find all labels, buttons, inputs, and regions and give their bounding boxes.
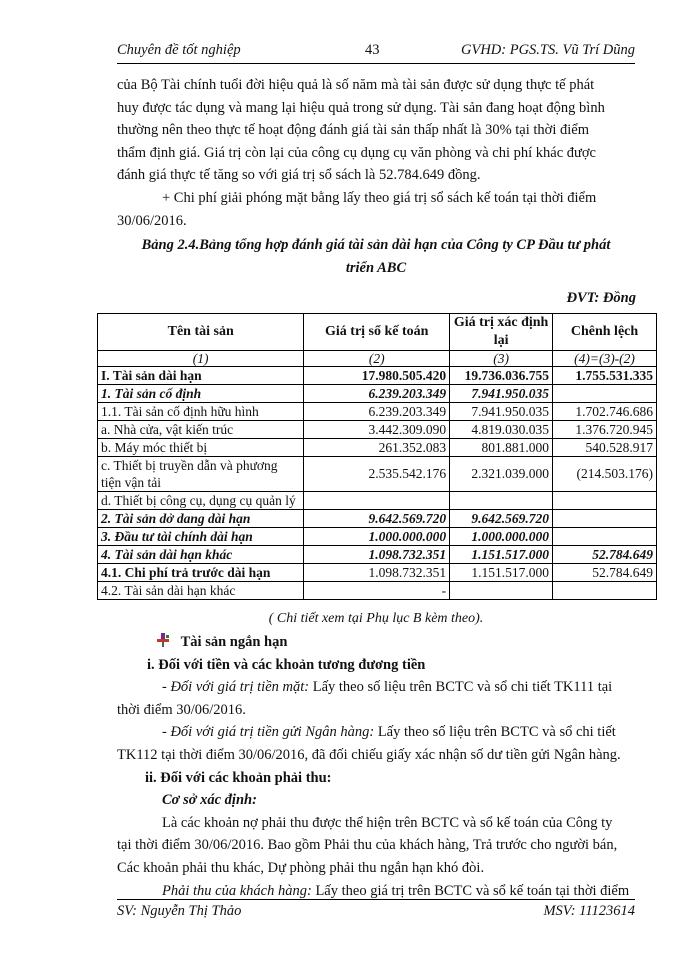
difference-cell: 1.755.531.335 bbox=[553, 367, 657, 385]
difference-cell: 52.784.649 bbox=[553, 564, 657, 582]
difference-cell: 540.528.917 bbox=[553, 439, 657, 457]
table-note: ( Chi tiết xem tại Phụ lục B kèm theo). bbox=[268, 611, 484, 626]
text-line: + Chi phí giải phóng mặt bằng lấy theo giá trị sổ sách kế toán tại thời điểm bbox=[162, 189, 597, 206]
page-number: 43 bbox=[365, 42, 380, 58]
column-header: Chênh lệch bbox=[553, 314, 657, 351]
book-value-cell: 2.535.542.176 bbox=[304, 457, 450, 492]
table-row bbox=[98, 457, 657, 492]
book-value-cell: 1.098.732.351 bbox=[304, 564, 450, 582]
basis-line: Các khoản phải thu khác, Dự phòng phải thu ngắn hạn khó đòi. bbox=[117, 859, 485, 876]
basis-line: Là các khoản nợ phải thu được thể hiện trên BCTC và sổ kế toán của Công ty bbox=[162, 814, 613, 831]
section-heading bbox=[117, 630, 635, 654]
book-value-cell: 6.239.203.349 bbox=[304, 403, 450, 421]
basis-label: Cơ sở xác định: bbox=[162, 792, 257, 809]
table-header-row bbox=[98, 314, 657, 351]
table-row bbox=[98, 510, 657, 528]
book-value-cell bbox=[304, 492, 450, 510]
asset-name-cell: 2. Tài sản dở dang dài hạn bbox=[98, 510, 304, 528]
column-header: Tên tài sản bbox=[98, 314, 304, 351]
text-line: 30/06/2016. bbox=[117, 212, 187, 229]
intro-paragraph bbox=[117, 74, 635, 232]
table-row bbox=[98, 582, 657, 600]
difference-cell bbox=[553, 528, 657, 546]
header-title: Chuyên đề tốt nghiệp bbox=[117, 42, 241, 58]
text-line: thường nên theo thực tế hoạt động đánh giá tài sản thấp nhất là 30% tại thời điểm bbox=[117, 122, 589, 139]
header-advisor: GVHD: PGS.TS. Vũ Trí Dũng bbox=[460, 42, 635, 58]
difference-cell: 52.784.649 bbox=[553, 546, 657, 564]
subsection-cash: i. Đối với tiền và các khoản tương đương tiền bbox=[147, 656, 426, 673]
pushpin-icon bbox=[155, 632, 171, 646]
short-term-assets-section bbox=[117, 630, 635, 902]
revalued-value-cell: 7.941.950.035 bbox=[450, 385, 553, 403]
revalued-value-cell: 9.642.569.720 bbox=[450, 510, 553, 528]
page-header bbox=[117, 42, 635, 64]
cash-paragraph bbox=[117, 676, 635, 699]
revalued-value-cell: 1.000.000.000 bbox=[450, 528, 553, 546]
basis-line: tại thời điểm 30/06/2016. Bao gồm Phải thu của khách hàng, Trả trước cho người bán, bbox=[117, 837, 618, 854]
table-row bbox=[98, 492, 657, 510]
page-footer bbox=[117, 899, 635, 921]
table-row bbox=[98, 546, 657, 564]
column-index: (2) bbox=[304, 351, 450, 367]
subsection-receivables: ii. Đối với các khoản phải thu: bbox=[145, 769, 332, 786]
table-row bbox=[98, 439, 657, 457]
table-row bbox=[98, 564, 657, 582]
asset-name-cell: 1.1. Tài sản cố định hữu hình bbox=[98, 403, 304, 421]
table-subheader-row bbox=[98, 351, 657, 367]
asset-name-cell: 4. Tài sản dài hạn khác bbox=[98, 546, 304, 564]
book-value-cell: 1.098.732.351 bbox=[304, 546, 450, 564]
revalued-value-cell bbox=[450, 582, 553, 600]
text-line: huy được tác dụng và mang lại hiệu quả trong sử dụng. Tài sản đang hoạt động bình bbox=[117, 99, 605, 116]
difference-cell bbox=[553, 385, 657, 403]
column-header: Giá trị sổ kế toán bbox=[304, 314, 450, 351]
cash-text-cont: thời điểm 30/06/2016. bbox=[117, 701, 246, 718]
table-row bbox=[98, 367, 657, 385]
cash-text: Lấy theo số liệu trên BCTC và sổ chi tiết TK111 tại bbox=[309, 679, 613, 696]
receivable-text: Lấy theo giá trị trên BCTC và sổ kế toán tại thời điểm bbox=[311, 882, 630, 899]
revalued-value-cell: 7.941.950.035 bbox=[450, 403, 553, 421]
table-row bbox=[98, 421, 657, 439]
table-body bbox=[98, 367, 657, 600]
book-value-cell: 9.642.569.720 bbox=[304, 510, 450, 528]
revalued-value-cell: 2.321.039.000 bbox=[450, 457, 553, 492]
difference-cell: 1.702.746.686 bbox=[553, 403, 657, 421]
book-value-cell: 3.442.309.090 bbox=[304, 421, 450, 439]
difference-cell bbox=[553, 582, 657, 600]
student-name: SV: Nguyễn Thị Thảo bbox=[117, 903, 242, 919]
bank-label: - Đối với giá trị tiền gửi Ngân hàng: bbox=[162, 724, 375, 741]
book-value-cell: 261.352.083 bbox=[304, 439, 450, 457]
revalued-value-cell: 1.151.517.000 bbox=[450, 564, 553, 582]
column-index: (4)=(3)-(2) bbox=[553, 351, 657, 367]
column-index: (3) bbox=[450, 351, 553, 367]
asset-name-cell: I. Tài sản dài hạn bbox=[98, 367, 304, 385]
difference-cell: 1.376.720.945 bbox=[553, 421, 657, 439]
difference-cell: (214.503.176) bbox=[553, 457, 657, 492]
bank-text-cont: TK112 tại thời điểm 30/06/2016, đã đối chiếu giấy xác nhận số dư tiền gửi Ngân hàng. bbox=[117, 746, 621, 763]
revalued-value-cell: 801.881.000 bbox=[450, 439, 553, 457]
asset-name-cell: 4.2. Tài sản dài hạn khác bbox=[98, 582, 304, 600]
asset-name-cell: d. Thiết bị công cụ, dụng cụ quản lý bbox=[98, 492, 304, 510]
revalued-value-cell: 19.736.036.755 bbox=[450, 367, 553, 385]
cash-label: - Đối với giá trị tiền mặt: bbox=[162, 679, 310, 696]
column-index: (1) bbox=[98, 351, 304, 367]
asset-name-cell: c. Thiết bị truyền dẫn và phương tiện vận tải bbox=[98, 457, 304, 492]
text-line: của Bộ Tài chính tuổi đời hiệu quả là số năm mà tài sản được sử dụng thực tế phát bbox=[117, 77, 595, 93]
asset-name-cell: b. Máy móc thiết bị bbox=[98, 439, 304, 457]
text-line: đánh giá thực tế tăng so với giá trị sổ sách là 52.784.649 đồng. bbox=[117, 167, 481, 184]
revalued-value-cell: 4.819.030.035 bbox=[450, 421, 553, 439]
table-row bbox=[98, 385, 657, 403]
bank-paragraph bbox=[117, 721, 635, 744]
book-value-cell: 1.000.000.000 bbox=[304, 528, 450, 546]
book-value-cell: - bbox=[304, 582, 450, 600]
asset-name-cell: a. Nhà cửa, vật kiến trúc bbox=[98, 421, 304, 439]
caption-line: Bảng 2.4.Bảng tổng hợp đánh giá tài sản dài hạn của Công ty CP Đầu tư phát bbox=[141, 237, 611, 253]
student-id: MSV: 11123614 bbox=[543, 903, 635, 919]
bank-text: Lấy theo số liệu trên BCTC và sổ chi tiết bbox=[374, 724, 616, 741]
table-caption bbox=[117, 234, 635, 280]
receivable-label: Phải thu của khách hàng: bbox=[162, 882, 312, 899]
book-value-cell: 17.980.505.420 bbox=[304, 367, 450, 385]
asset-name-cell: 1. Tài sản cố định bbox=[98, 385, 304, 403]
difference-cell bbox=[553, 492, 657, 510]
section-title: Tài sản ngắn hạn bbox=[180, 634, 288, 650]
revalued-value-cell: 1.151.517.000 bbox=[450, 546, 553, 564]
text-line: thẩm định giá. Giá trị còn lại của công cụ dụng cụ văn phòng và chi phí khác được bbox=[117, 144, 596, 161]
table-row bbox=[98, 528, 657, 546]
table-row bbox=[98, 403, 657, 421]
asset-valuation-table bbox=[97, 313, 657, 600]
revalued-value-cell bbox=[450, 492, 553, 510]
asset-name-cell: 3. Đầu tư tài chính dài hạn bbox=[98, 528, 304, 546]
book-value-cell: 6.239.203.349 bbox=[304, 385, 450, 403]
currency-unit: ĐVT: Đồng bbox=[566, 290, 636, 306]
column-header: Giá trị xác định lại bbox=[450, 314, 553, 351]
asset-name-cell: 4.1. Chi phí trả trước dài hạn bbox=[98, 564, 304, 582]
difference-cell bbox=[553, 510, 657, 528]
caption-line: triển ABC bbox=[345, 260, 407, 276]
